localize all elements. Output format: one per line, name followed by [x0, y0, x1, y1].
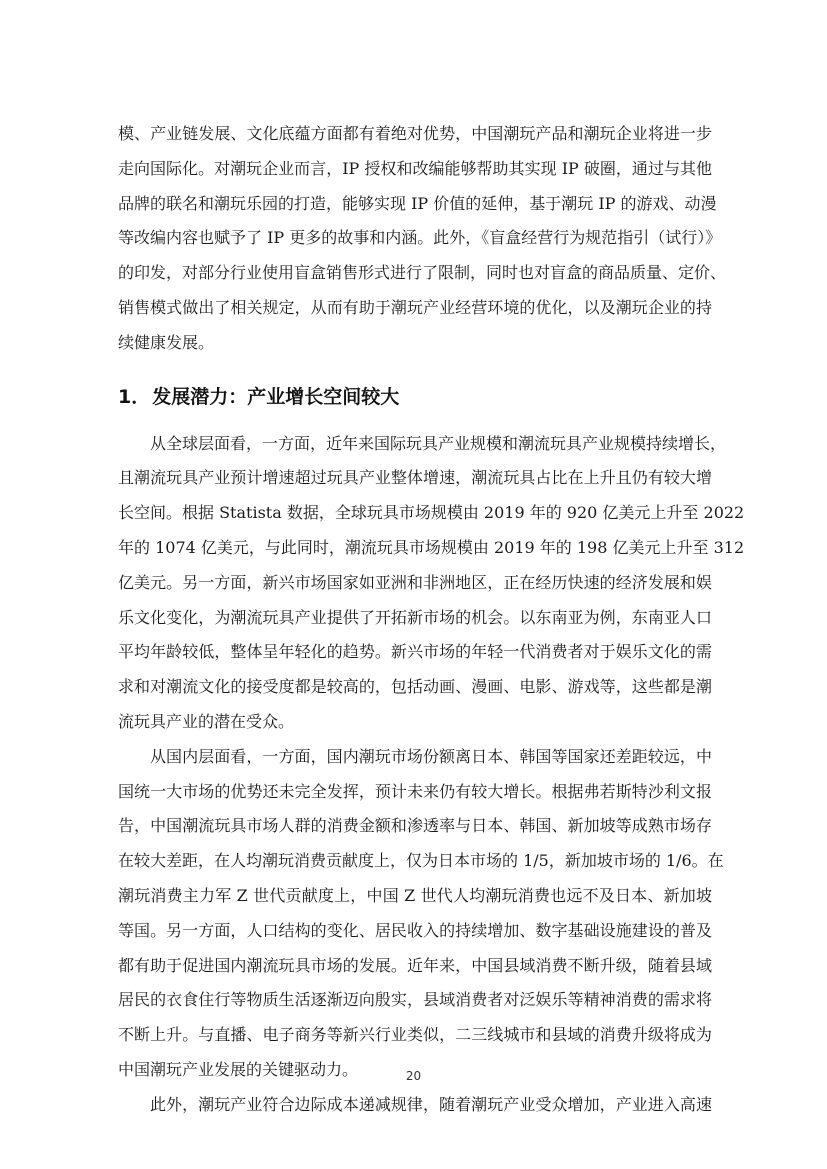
paragraph-global	[118, 427, 745, 740]
text-line: 国统一大市场的优势还未完全发挥，预计未来仍有较大增长。根据弗若斯特沙利文报	[118, 781, 712, 801]
section-number: 1．	[118, 385, 151, 408]
text-line: 模、产业链发展、文化底蕴方面都有着绝对优势，中国潮玩产品和潮玩企业将进一步	[118, 124, 712, 143]
text-line: 中国潮玩产业发展的关键驱动力。	[118, 1059, 359, 1079]
paragraph-domestic	[118, 740, 724, 1088]
text-line: 走向国际化。对潮玩企业而言，IP 授权和改编能够帮助其实现 IP 破圈，通过与其他	[118, 158, 712, 178]
text-line: 销售模式做出了相关规定，从而有助于潮玩产业经营环境的优化，以及潮玩企业的持	[118, 297, 712, 317]
text-line: 的印发，对部分行业使用盲盒销售形式进行了限制，同时也对盲盒的商品质量、定价、	[118, 263, 727, 283]
text-line: 流玩具产业的潜在受众。	[118, 711, 295, 731]
document-body	[118, 117, 745, 1123]
text-line: 从国内层面看，一方面，国内潮玩市场份额离日本、韩国等国家还差距较远，中	[150, 746, 712, 766]
text-line: 续健康发展。	[118, 332, 215, 352]
text-line: 告，中国潮流玩具市场人群的消费金额和渗透率与日本、韩国、新加坡等成熟市场存	[118, 816, 712, 836]
text-line: 不断上升。与直播、电子商务等新兴行业类似，二三线城市和县域的消费升级将成为	[118, 1025, 712, 1045]
text-line: 长空间。根据 Statista 数据，全球玩具市场规模由 2019 年的 920 亿美元上升至 2022	[118, 503, 745, 523]
text-line: 年的 1074 亿美元，与此同时，潮流玩具市场规模由 2019 年的 198 亿美元上升至 312	[118, 537, 745, 557]
text-line: 平均年龄较低，整体呈年轻化的趋势。新兴市场的年轻一代消费者对于娱乐文化的需	[118, 642, 712, 662]
text-line: 求和对潮流文化的接受度都是较高的，包括动画、漫画、电影、游戏等，这些都是潮	[118, 677, 712, 697]
section-heading	[118, 377, 712, 417]
text-line: 此外，潮玩产业符合边际成本递减规律，随着潮玩产业受众增加，产业进入高速	[150, 1094, 712, 1114]
text-line: 都有助于促进国内潮流玩具市场的发展。近年来，中国县域消费不断升级，随着县域	[118, 955, 712, 975]
text-line: 居民的衣食住行等物质生活逐渐迈向殷实，县域消费者对泛娱乐等精神消费的需求将	[118, 990, 712, 1010]
paragraph-continuation	[118, 117, 727, 361]
text-line: 乐文化变化，为潮流玩具产业提供了开拓新市场的机会。以东南亚为例，东南亚人口	[118, 607, 712, 627]
section-title: 发展潜力：产业增长空间较大	[152, 385, 400, 408]
text-line: 等改编内容也赋予了 IP 更多的故事和内涵。此外，《盲盒经营行为规范指引（试行）》	[118, 228, 722, 248]
text-line: 从全球层面看，一方面，近年来国际玩具产业规模和潮流玩具产业规模持续增长，	[150, 433, 727, 453]
page-number: 20	[405, 1069, 422, 1083]
text-line: 等国。另一方面，人口结构的变化、居民收入的持续增加、数字基础设施建设的普及	[118, 920, 712, 940]
text-line: 品牌的联名和潮玩乐园的打造，能够实现 IP 价值的延伸，基于潮玩 IP 的游戏、动漫	[118, 193, 717, 213]
text-line: 亿美元。另一方面，新兴市场国家如亚洲和非洲地区，正在经历快速的经济发展和娱	[118, 572, 712, 592]
text-line: 在较大差距，在人均潮玩消费贡献度上，仅为日本市场的 1/5，新加坡市场的 1/6。在	[118, 851, 724, 871]
text-line: 潮玩消费主力军 Z 世代贡献度上，中国 Z 世代人均潮玩消费也远不及日本、新加坡	[118, 885, 712, 905]
paragraph-marginal-cost	[118, 1088, 712, 1123]
text-line: 且潮流玩具产业预计增速超过玩具产业整体增速，潮流玩具占比在上升且仍有较大增	[118, 468, 712, 488]
